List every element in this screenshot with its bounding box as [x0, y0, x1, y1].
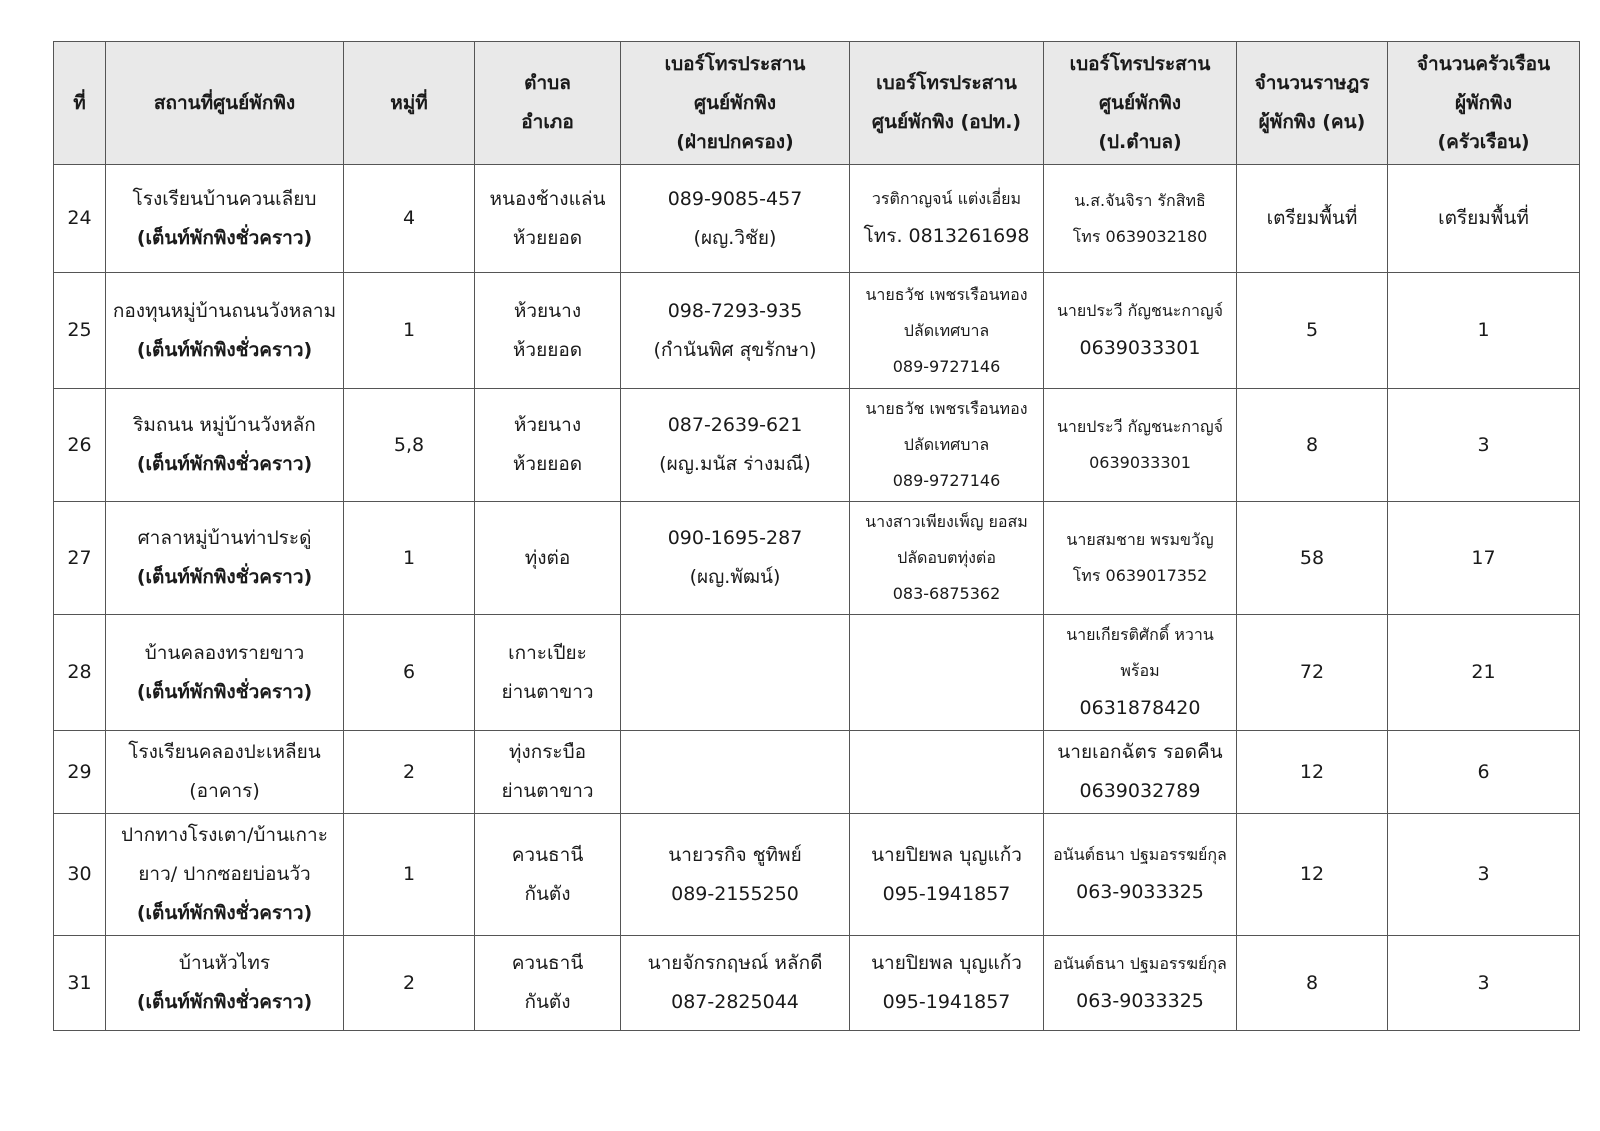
cell-tambon — [475, 814, 621, 936]
table-row — [54, 731, 1580, 814]
local-line1: นายปิยพล บุญแก้ว — [871, 843, 1022, 866]
cell-phone-local — [850, 936, 1044, 1031]
place-name: กองทุนหมู่บ้านถนนวังหลาม — [112, 299, 337, 322]
place-type: (เต็นท์พักพิงชั่วคราว) — [136, 902, 313, 924]
table-row — [54, 814, 1580, 936]
cell-phone-admin — [621, 731, 850, 814]
header-phone-subdistrict-line1: เบอร์โทรประสาน — [1069, 52, 1211, 75]
cell-phone-subdistrict — [1044, 502, 1237, 615]
admin-line1: 090-1695-287 — [667, 527, 803, 549]
cell-moo: 4 — [344, 165, 475, 273]
cell-phone-subdistrict — [1044, 731, 1237, 814]
tambon: หนองช้างแล่น — [489, 187, 606, 210]
admin-line1: 089-9085-457 — [667, 187, 803, 210]
header-phone-subdistrict — [1044, 42, 1237, 165]
cell-people: 5 — [1237, 273, 1388, 389]
place-type: (เต็นท์พักพิงชั่วคราว) — [136, 566, 313, 588]
place-type: (เต็นท์พักพิงชั่วคราว) — [136, 226, 313, 249]
header-phone-local-line1: เบอร์โทรประสาน — [876, 72, 1017, 94]
header-phone-local — [850, 42, 1044, 165]
tambon: ทุ่งกระบือ — [508, 741, 587, 763]
amphoe: ห้วยยอด — [512, 453, 583, 475]
local-line2: 095-1941857 — [882, 882, 1011, 905]
sub-line2: 063-9033325 — [1076, 881, 1204, 903]
table-row — [54, 502, 1580, 615]
sub-line2: 0639032789 — [1079, 780, 1201, 802]
cell-no: 25 — [54, 273, 106, 389]
admin-line1: นายจักรกฤษณ์ หลักดี — [647, 952, 823, 974]
header-households — [1388, 42, 1580, 165]
cell-phone-subdistrict — [1044, 165, 1237, 273]
amphoe: กันตัง — [524, 882, 571, 905]
sub-line2: 063-9033325 — [1076, 989, 1204, 1012]
cell-no: 24 — [54, 165, 106, 273]
cell-people: 12 — [1237, 814, 1388, 936]
cell-place — [106, 731, 344, 814]
cell-moo: 6 — [344, 615, 475, 731]
cell-tambon — [475, 165, 621, 273]
cell-phone-admin — [621, 615, 850, 731]
header-no: ที่ — [54, 42, 106, 165]
local-line2: 095-1941857 — [882, 991, 1011, 1013]
cell-no: 27 — [54, 502, 106, 615]
local-line2: ปลัดอบตทุ่งต่อ — [897, 548, 996, 567]
cell-people: เตรียมพื้นที่ — [1237, 165, 1388, 273]
cell-households: 21 — [1388, 615, 1580, 731]
admin-line2: (ผญ.มนัส ร่างมณี) — [659, 453, 811, 475]
sub-line1: นายประวี กัญชนะกาญจ์ — [1056, 417, 1224, 436]
cell-people: 72 — [1237, 615, 1388, 731]
cell-moo: 1 — [344, 814, 475, 936]
tambon: ห้วยนาง — [513, 299, 582, 322]
shelter-table — [53, 41, 1580, 1031]
place-name: โรงเรียนคลองปะเหลียน — [128, 741, 321, 763]
header-phone-subdistrict-line2: ศูนย์พักพิง — [1098, 91, 1181, 114]
cell-moo: 1 — [344, 273, 475, 389]
table-row — [54, 165, 1580, 273]
admin-line2: 089-2155250 — [671, 882, 799, 905]
amphoe: ย่านตาขาว — [501, 780, 594, 802]
place-type: (เต็นท์พักพิงชั่วคราว) — [136, 680, 313, 703]
cell-no: 31 — [54, 936, 106, 1031]
cell-phone-local — [850, 273, 1044, 389]
cell-phone-subdistrict — [1044, 389, 1237, 502]
sub-line2: โทร 0639017352 — [1072, 566, 1208, 585]
cell-phone-admin — [621, 273, 850, 389]
local-line1: นายธวัช เพชรเรือนทอง — [865, 399, 1028, 418]
header-phone-admin-line2: ศูนย์พักพิง — [693, 91, 776, 114]
cell-moo: 1 — [344, 502, 475, 615]
sub-line1: อนันต์ธนา ปฐมอรรฆย์กุล — [1053, 953, 1227, 973]
cell-no: 26 — [54, 389, 106, 502]
header-phone-admin — [621, 42, 850, 165]
admin-line1: 098-7293-935 — [667, 299, 803, 322]
sub-line2: 0631878420 — [1079, 697, 1201, 719]
table-row — [54, 273, 1580, 389]
cell-phone-local — [850, 814, 1044, 936]
sub-line2: โทร 0639032180 — [1072, 226, 1208, 246]
cell-no: 30 — [54, 814, 106, 936]
cell-households: 6 — [1388, 731, 1580, 814]
cell-tambon — [475, 389, 621, 502]
local-line1: วรติกาญจน์ แต่งเอี่ยม — [871, 189, 1022, 208]
cell-phone-subdistrict — [1044, 273, 1237, 389]
cell-phone-admin — [621, 502, 850, 615]
header-households-line2: ผู้พักพิง — [1455, 91, 1512, 114]
sub-line1: อนันต์ธนา ปฐมอรรฆย์กุล — [1053, 845, 1227, 864]
table-row — [54, 389, 1580, 502]
place-name: โรงเรียนบ้านควนเลียบ — [132, 187, 317, 210]
sub-line1: นายสมชาย พรมขวัญ — [1066, 530, 1214, 549]
admin-line2: (ผญ.พัฒน์) — [689, 566, 781, 588]
place-type: (เต็นท์พักพิงชั่วคราว) — [136, 453, 313, 475]
header-moo: หมู่ที่ — [344, 42, 475, 165]
local-line3: 083-6875362 — [892, 584, 1001, 603]
sub-line1: น.ส.จันจิรา รักสิทธิ — [1074, 190, 1206, 210]
cell-people: 12 — [1237, 731, 1388, 814]
header-people-line2: ผู้พักพิง (คน) — [1258, 111, 1366, 133]
cell-no: 28 — [54, 615, 106, 731]
admin-line1: นายวรกิจ ชูทิพย์ — [668, 843, 802, 866]
local-line2: โทร. 0813261698 — [863, 225, 1030, 247]
place-name: ปากทางโรงเตา/บ้านเกาะ — [121, 824, 328, 846]
cell-people: 8 — [1237, 936, 1388, 1031]
sub-line1: นายประวี กัญชนะกาญจ์ — [1056, 301, 1224, 320]
cell-phone-admin — [621, 165, 850, 273]
header-people-line1: จำนวนราษฎร — [1254, 72, 1370, 94]
header-phone-subdistrict-line3: (ป.ตำบล) — [1098, 130, 1182, 153]
sub-line1: นายเกียรติศักดิ์ หวานพร้อม — [1066, 625, 1214, 680]
cell-moo: 5,8 — [344, 389, 475, 502]
cell-tambon — [475, 731, 621, 814]
cell-place — [106, 273, 344, 389]
local-line3: 089-9727146 — [892, 471, 1001, 490]
cell-place — [106, 936, 344, 1031]
cell-phone-local — [850, 389, 1044, 502]
place-name: ริมถนน หมู่บ้านวังหลัก — [133, 414, 316, 436]
cell-phone-local — [850, 502, 1044, 615]
cell-households: 1 — [1388, 273, 1580, 389]
cell-phone-subdistrict — [1044, 615, 1237, 731]
place-type: (เต็นท์พักพิงชั่วคราว) — [136, 991, 313, 1013]
sub-line1: นายเอกฉัตร รอดคืน — [1057, 741, 1223, 763]
cell-place — [106, 389, 344, 502]
tambon: เกาะเปียะ — [508, 641, 587, 664]
table-row — [54, 936, 1580, 1031]
cell-no: 29 — [54, 731, 106, 814]
cell-phone-admin — [621, 814, 850, 936]
local-line1: นายธวัช เพชรเรือนทอง — [865, 284, 1028, 304]
tambon: ควนธานี — [511, 952, 584, 974]
local-line1: นายปิยพล บุญแก้ว — [871, 952, 1022, 974]
admin-line2: (กำนันพิศ สุขรักษา) — [653, 338, 817, 361]
place-name: ศาลาหมู่บ้านท่าประดู่ — [137, 527, 312, 549]
cell-households: 3 — [1388, 936, 1580, 1031]
cell-phone-admin — [621, 389, 850, 502]
place-name: บ้านคลองทรายขาว — [144, 641, 305, 664]
header-people — [1237, 42, 1388, 165]
place-type: (อาคาร) — [189, 780, 260, 802]
header-row — [54, 42, 1580, 165]
sub-line2: 0639033301 — [1079, 337, 1201, 359]
cell-households: 17 — [1388, 502, 1580, 615]
place-name: บ้านหัวไทร — [178, 952, 271, 974]
cell-households: 3 — [1388, 389, 1580, 502]
admin-line1: 087-2639-621 — [667, 414, 803, 436]
cell-phone-subdistrict — [1044, 814, 1237, 936]
header-tambon-line1: ตำบล — [524, 72, 571, 94]
cell-households: เตรียมพื้นที่ — [1388, 165, 1580, 273]
cell-phone-local — [850, 731, 1044, 814]
tambon: ห้วยนาง — [513, 414, 582, 436]
amphoe: ห้วยยอด — [512, 338, 583, 361]
amphoe: ห้วยยอด — [512, 226, 583, 249]
header-households-line3: (ครัวเรือน) — [1437, 130, 1530, 153]
cell-tambon — [475, 502, 621, 615]
cell-phone-admin — [621, 936, 850, 1031]
admin-line2: (ผญ.วิชัย) — [693, 226, 777, 249]
cell-phone-subdistrict — [1044, 936, 1237, 1031]
cell-place — [106, 502, 344, 615]
cell-phone-local — [850, 615, 1044, 731]
cell-tambon — [475, 936, 621, 1031]
local-line3: 089-9727146 — [892, 356, 1001, 376]
cell-people: 8 — [1237, 389, 1388, 502]
cell-people: 58 — [1237, 502, 1388, 615]
cell-tambon — [475, 273, 621, 389]
cell-place — [106, 814, 344, 936]
sub-line2: 0639033301 — [1089, 453, 1191, 472]
amphoe: กันตัง — [524, 991, 571, 1013]
cell-tambon — [475, 615, 621, 731]
cell-households: 3 — [1388, 814, 1580, 936]
place-type: (เต็นท์พักพิงชั่วคราว) — [136, 338, 313, 361]
local-line2: ปลัดเทศบาล — [903, 320, 990, 340]
header-phone-admin-line3: (ฝ่ายปกครอง) — [676, 130, 794, 153]
cell-place — [106, 165, 344, 273]
tambon: ทุ่งต่อ — [524, 546, 571, 569]
header-households-line1: จำนวนครัวเรือน — [1416, 52, 1551, 75]
local-line2: ปลัดเทศบาล — [903, 435, 990, 454]
local-line1: นางสาวเพียงเพ็ญ ยอสม — [865, 512, 1028, 531]
admin-line2: 087-2825044 — [671, 991, 799, 1013]
table-row — [54, 615, 1580, 731]
amphoe: ย่านตาขาว — [501, 680, 594, 703]
header-phone-local-line2: ศูนย์พักพิง (อปท.) — [871, 111, 1022, 133]
cell-moo: 2 — [344, 731, 475, 814]
place-name-cont: ยาว/ ปากซอยบ่อนวัว — [138, 863, 311, 885]
header-phone-admin-line1: เบอร์โทรประสาน — [664, 52, 806, 75]
header-place: สถานที่ศูนย์พักพิง — [106, 42, 344, 165]
header-tambon-line2: อำเภอ — [521, 111, 574, 133]
cell-phone-local — [850, 165, 1044, 273]
tambon: ควนธานี — [511, 843, 584, 866]
header-tambon — [475, 42, 621, 165]
cell-place — [106, 615, 344, 731]
cell-moo: 2 — [344, 936, 475, 1031]
